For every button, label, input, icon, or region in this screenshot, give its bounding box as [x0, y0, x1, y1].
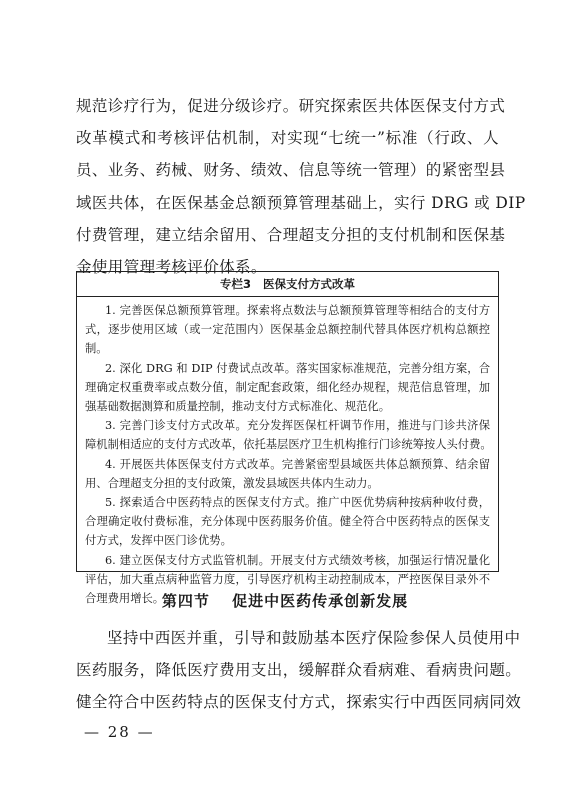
box-body	[77, 297, 498, 608]
box-item-line: 强基础数据测算和质量控制，推动支付方式标准化、规范化。	[85, 400, 391, 414]
closing-paragraph	[76, 622, 522, 719]
box-item	[85, 455, 490, 493]
box-item-line: 评估，加大重点病种监管力度，引导医疗机构主动控制成本，严控医保目录外不	[85, 572, 490, 586]
box-item	[85, 301, 490, 359]
box-item	[85, 359, 490, 417]
page-number: — 28 —	[84, 723, 155, 741]
box-item-line: 用、合理超支分担的支付政策，激发县域医共体内生动力。	[85, 476, 379, 490]
section-heading	[0, 590, 570, 611]
intro-paragraph	[76, 90, 526, 283]
section-title: 促进中医药传承创新发展	[232, 592, 409, 610]
box-item-line: 2. 深化 DRG 和 DIP 付费试点改革。落实国家标准规范，完善分组方案，合	[105, 361, 490, 375]
box-item-line: 4. 开展医共体医保支付方式改革。完善紧密型县域医共体总额预算、结余留	[105, 457, 490, 471]
closing-line: 医药服务，降低医疗费用支出，缓解群众看病难、看病贵问题。	[76, 661, 522, 680]
box-item-line: 式，逐步使用区域（或一定范围内）医保基金总额控制代替具体医疗机构总额控	[85, 323, 490, 337]
box-item-line: 障机制相适应的支付方式改革，依托基层医疗卫生机构推行门诊统筹按人头付费。	[85, 438, 492, 452]
box-item-line: 合理费用增长。	[85, 592, 165, 606]
section-number: 第四节	[161, 592, 210, 610]
intro-line: 域医共体，在医保基金总额预算管理基础上，实行 DRG 或 DIP	[76, 193, 526, 212]
box-item-line: 6. 建立医保支付方式监管机制。开展支付方式绩效考核，加强运行情况量化	[105, 553, 490, 567]
intro-line: 员、业务、药械、财务、绩效、信息等统一管理）的紧密型县	[76, 161, 506, 180]
intro-line: 付费管理，建立结余留用、合理超支分担的支付机制和医保基	[76, 225, 506, 244]
box-item-line: 合理确定收付费标准，充分体现中医药服务价值。健全符合中医药特点的医保支	[85, 515, 490, 529]
box-item-line: 1. 完善医保总额预算管理。探索将点数法与总额预算管理等相结合的支付方	[105, 304, 490, 317]
closing-line: 健全符合中医药特点的医保支付方式，探索实行中西医同病同效	[76, 693, 522, 712]
closing-line: 坚持中西医并重，引导和鼓励基本医疗保险参保人员使用中	[107, 629, 521, 647]
intro-line: 规范诊疗行为，促进分级诊疗。研究探索医共体医保支付方式	[76, 97, 506, 115]
box-item-line: 3. 完善门诊支付方式改革。充分发挥医保杠杆调节作用，推进与门诊共济保	[105, 419, 490, 433]
intro-line: 金使用管理考核评价体系。	[76, 257, 267, 276]
box-item-line: 理确定权重费率或点数分值，制定配套政策，细化经办规程，规范信息管理，加	[85, 380, 490, 394]
box-item-line: 5. 探索适合中医药特点的医保支付方式。推广中医优势病种按病种收付费，	[105, 496, 490, 510]
box-title-text: 医保支付方式改革	[263, 277, 356, 291]
box-item-line: 制。	[85, 342, 108, 356]
box-item	[85, 493, 490, 551]
box-label: 专栏3	[219, 277, 251, 291]
intro-line: 改革模式和考核评估机制，对实现“七统一”标准（行政、人	[76, 129, 499, 148]
box-item-line: 付方式，发挥中医门诊优势。	[85, 534, 232, 548]
box-title	[77, 272, 498, 297]
box-item	[85, 416, 490, 454]
